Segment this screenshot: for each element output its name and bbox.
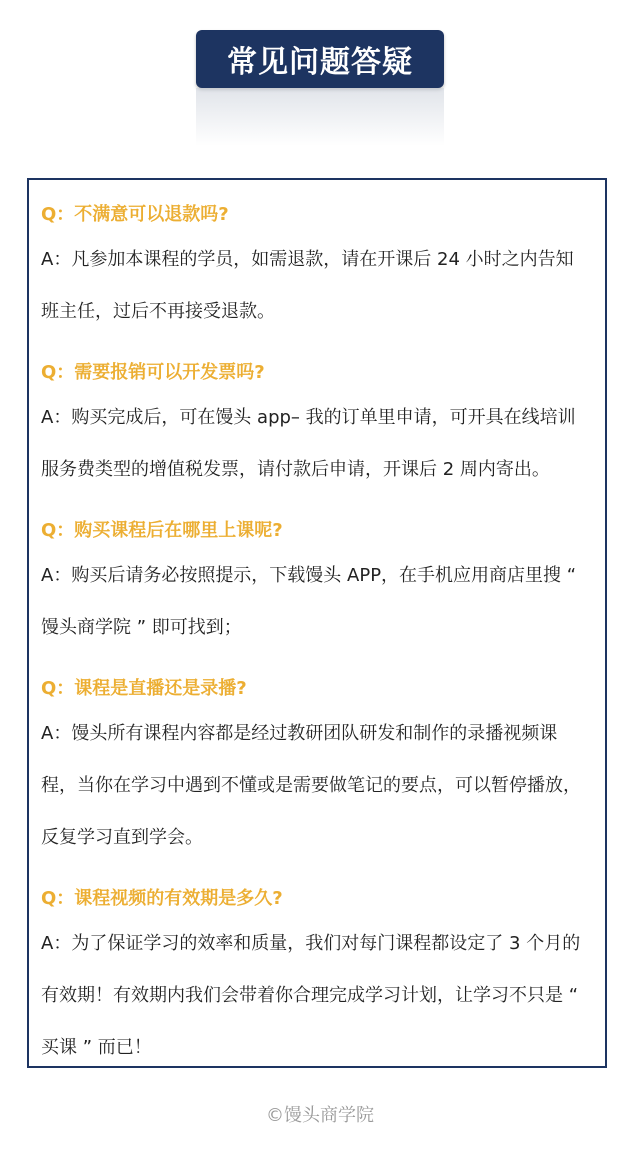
faq-question: Q：需要报销可以开发票吗? [41,362,265,383]
faq-item-live-or-recorded [41,654,591,864]
faq-question: Q：购买课程后在哪里上课呢? [41,520,283,541]
title-reflection [196,88,444,146]
title-badge [196,30,444,88]
faq-item-where-to-study [41,496,591,654]
faq-answer: A：为了保证学习的效率和质量，我们对每门课程都设定了 3 个月的有效期！有效期内我们会带着你合理完成学习计划，让学习不只是 “ 买课 ” 而已！ [41,933,581,1058]
page-title: 常见问题答疑 [227,45,413,80]
page-header [0,0,640,150]
faq-answer: A：购买完成后，可在馒头 app– 我的订单里申请，可开具在线培训服务费类型的增值税发票，请付款后申请，开课后 2 周内寄出。 [41,407,576,480]
faq-answer: A：馒头所有课程内容都是经过教研团队研发和制作的录播视频课程，当你在学习中遇到不懂或是需要做笔记的要点，可以暂停播放，反复学习直到学会。 [41,723,581,848]
faq-answer: A：购买后请务必按照提示，下载馒头 APP，在手机应用商店里搜 “ 馒头商学院 ” 即可找到； [41,565,577,638]
faq-question: Q：课程视频的有效期是多久? [41,888,283,909]
faq-item-invoice [41,338,591,496]
faq-panel [27,178,607,1068]
faq-item-validity [41,864,591,1074]
faq-question: Q：课程是直播还是录播? [41,678,247,699]
faq-question: Q：不满意可以退款吗? [41,204,229,225]
footer-copyright: ©馒头商学院 [266,1105,374,1126]
faq-item-refund [41,180,591,338]
faq-answer: A：凡参加本课程的学员，如需退款，请在开课后 24 小时之内告知班主任，过后不再接受退款。 [41,249,574,322]
